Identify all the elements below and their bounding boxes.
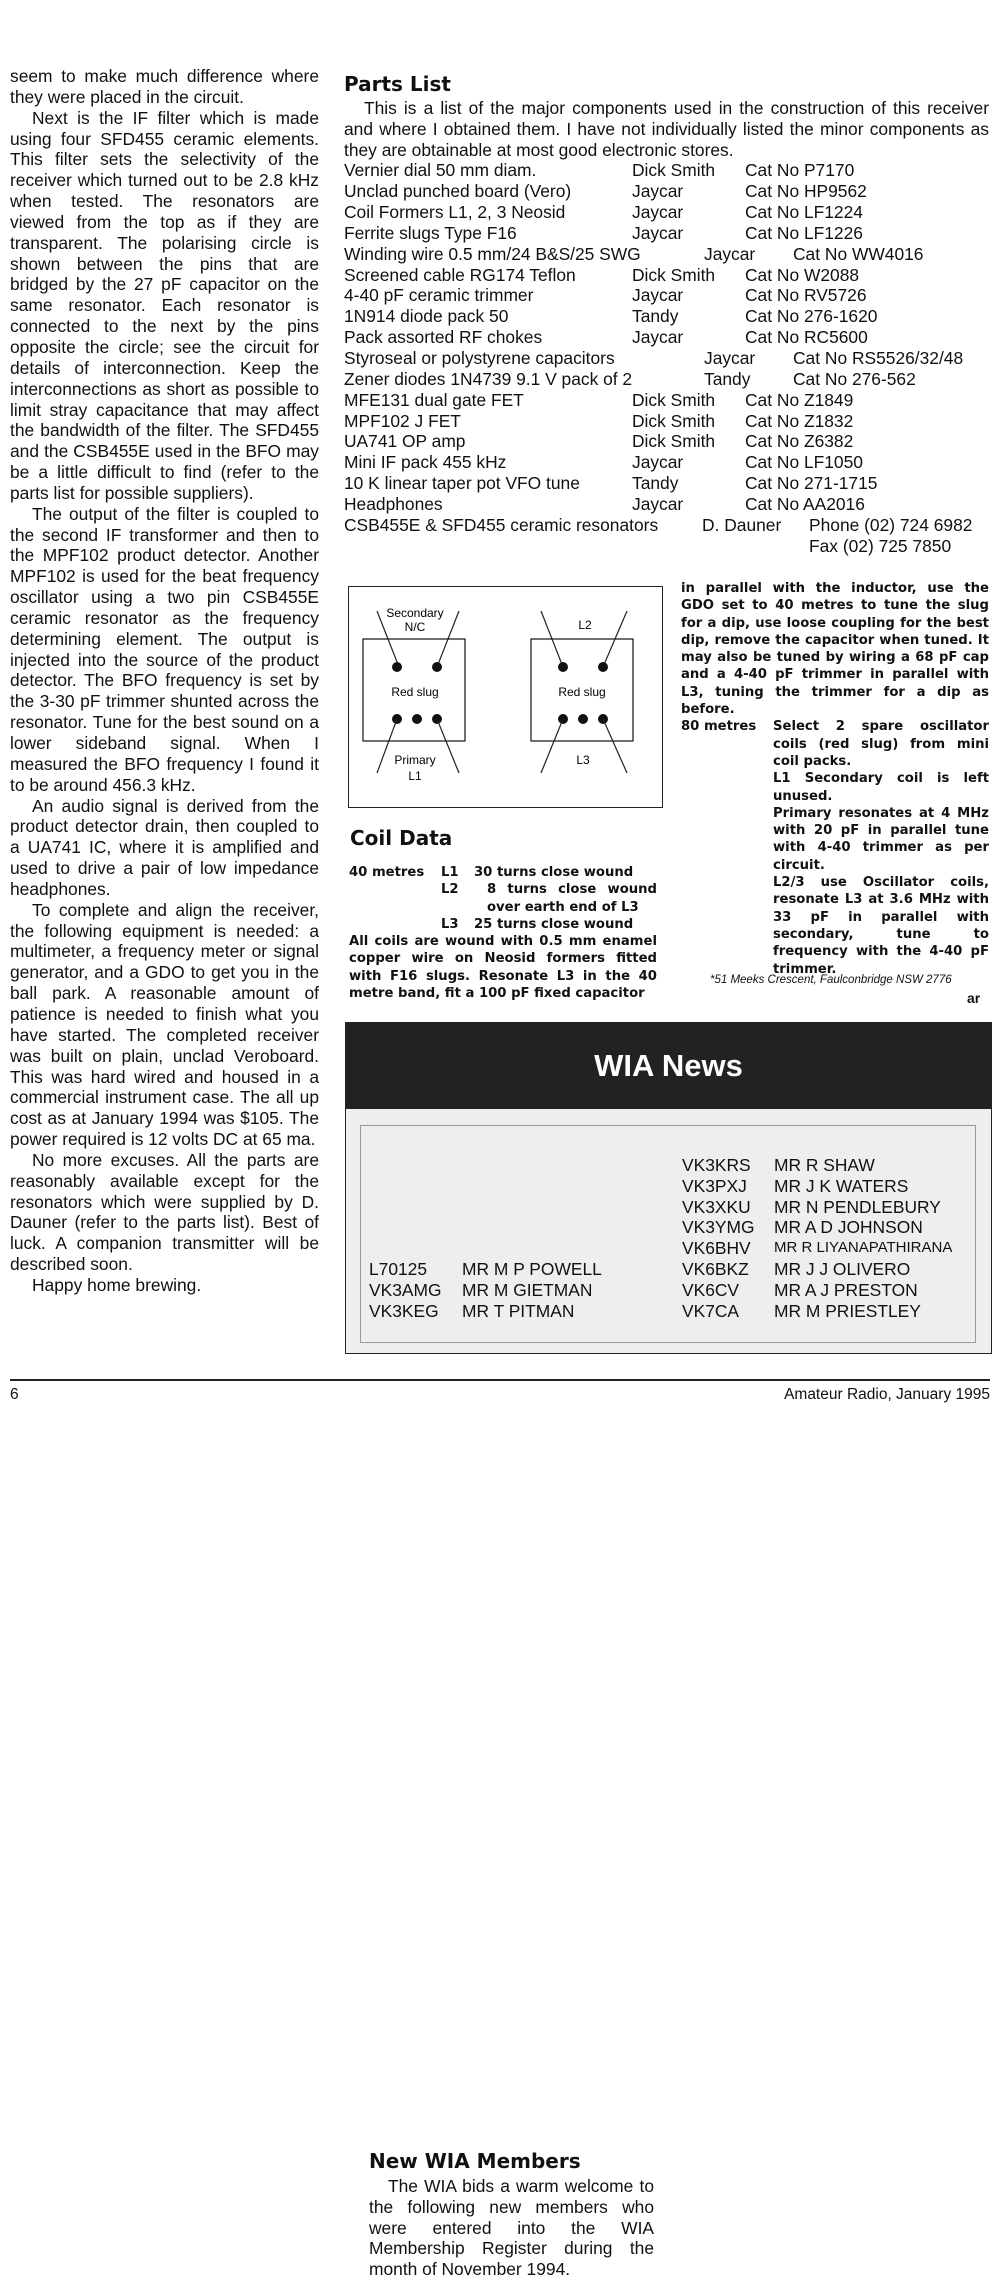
supplier-fax: Fax (02) 725 7850 xyxy=(809,535,952,556)
part-cat-number: Cat No Z1849 xyxy=(745,389,854,410)
coil-label: L1 xyxy=(441,865,459,880)
coil-label: L1 xyxy=(773,771,791,787)
part-item: MFE131 dual gate FET xyxy=(344,389,524,410)
body-paragraph: An audio signal is derived from the product detector drain, then coupled to a UA741 IC, where it is amplified and used to drive a pair of low impedance headphones. xyxy=(10,795,319,899)
coil-label: L3 xyxy=(441,916,459,932)
part-supplier: Jaycar xyxy=(632,222,684,243)
part-item: Coil Formers L1, 2, 3 Neosid xyxy=(344,202,566,223)
diagram-label: Primary xyxy=(394,753,436,767)
author-address: *51 Meeks Crescent, Faulconbridge NSW 2776 xyxy=(710,974,952,986)
new-members-heading: New WIA Members xyxy=(369,2149,581,2173)
member-name: MR R LIYANAPATHIRANA xyxy=(774,1239,953,1257)
member-callsign: VK6BKZ xyxy=(682,1259,749,1279)
part-supplier: Jaycar xyxy=(632,452,684,473)
parts-row xyxy=(344,536,989,557)
part-cat-number: Cat No HP9562 xyxy=(745,181,867,202)
band-label: 80 metres xyxy=(681,719,757,735)
coil-text: use Oscillator coils, resonate L3 at 3.6 MHz with 33 pF in parallel with secondary, tune to frequency with the 4-40 pF trimmer. xyxy=(773,875,989,977)
parts-row xyxy=(344,306,989,327)
member-name: MR J K WATERS xyxy=(774,1175,909,1196)
part-item: CSB455E & SFD455 ceramic resonators xyxy=(344,514,659,535)
coil-row xyxy=(349,916,657,933)
part-item: Unclad punched board (Vero) xyxy=(344,181,572,202)
member-callsign: VK3KEG xyxy=(369,1300,439,1321)
page-number: 6 xyxy=(10,1386,19,1403)
coil-text: Select 2 spare oscillator coils (red slug) from mini coil packs. xyxy=(773,719,989,769)
part-cat-number: Cat No LF1226 xyxy=(745,222,863,243)
end-mark: ar xyxy=(967,990,981,1006)
coil-text: 8 turns close wound over earth end of L3 xyxy=(487,882,657,915)
diagram-label: L1 xyxy=(408,769,422,783)
coil-note: All coils are wound with 0.5 mm enamel copper wire on Neosid formers fitted with F16 slugs. Resonate L3 in the 40 metre band, fit a 100 pF fixed capacitor xyxy=(349,934,657,1002)
member-callsign: VK3XKU xyxy=(682,1196,751,1217)
body-paragraph: seem to make much difference where they were placed in the circuit. xyxy=(10,66,319,107)
supplier-phone: Phone (02) 724 6982 xyxy=(809,514,973,535)
part-cat-number: Cat No P7170 xyxy=(745,160,855,181)
body-paragraph: Happy home brewing. xyxy=(32,1274,202,1295)
body-paragraph: Next is the IF filter which is made using four SFD455 ceramic elements. This filter sets the selectivity of the receiver which turned out to be 2.8 kHz when tested. The resonators are viewed from the top as if they are transparent. The polarising circle is shown between the pins that are bridged by the 27 pF capacitor on the same resonator. Each resonator is connected to the next by the pins opposite the circle; see the circuit for details of interconnection. Keep the interconnections as short as possible to limit stray capacitance that may affect the bandwidth of the filter. The SFD455 and the CSB455E used in the BFO may be a little difficult to find (refer to the parts list for possible suppliers). xyxy=(10,107,319,503)
parts-row xyxy=(344,244,989,265)
member-name: MR M GIETMAN xyxy=(462,1279,593,1300)
diagram-label: L2 xyxy=(578,618,592,632)
member-callsign: VK3AMG xyxy=(369,1279,442,1300)
parts-row xyxy=(344,369,989,390)
part-supplier: Jaycar xyxy=(632,202,684,223)
part-supplier: Dick Smith xyxy=(632,160,716,181)
parts-list-intro: This is a list of the major components used in the construction of this receiver and where I obtained them. I have not individually listed the minor components as they are obtainable at most good electronic stores. xyxy=(344,98,989,160)
parts-row xyxy=(344,452,989,473)
diagram-label: Secondary xyxy=(386,606,444,620)
member-callsign: VK3KRS xyxy=(682,1155,751,1175)
part-supplier: Jaycar xyxy=(704,243,756,264)
coil-text: 25 turns close wound xyxy=(474,916,634,932)
coil-data-heading: Coil Data xyxy=(350,826,453,850)
part-supplier: Jaycar xyxy=(704,347,756,368)
part-supplier: Dick Smith xyxy=(632,264,716,285)
coil-row xyxy=(349,864,657,881)
part-cat-number: Cat No LF1224 xyxy=(745,202,863,223)
member-callsign: L70125 xyxy=(369,1259,428,1279)
coil-text: Primary resonates at 4 MHz with 20 pF in parallel tune with 4-40 trimmer as per circuit. xyxy=(773,805,989,873)
wia-news-banner: WIA News xyxy=(346,1023,991,1109)
diagram-label: Red slug xyxy=(558,685,606,699)
part-supplier: Jaycar xyxy=(632,327,684,348)
part-item: Vernier dial 50 mm diam. xyxy=(344,160,537,181)
coil-data-right xyxy=(681,580,989,978)
part-item: Zener diodes 1N4739 9.1 V pack of 2 xyxy=(344,368,633,389)
member-name: MR J J OLIVERO xyxy=(774,1259,911,1279)
member-callsign: VK6BHV xyxy=(682,1238,751,1259)
part-cat-number: Cat No 276-562 xyxy=(793,368,916,389)
coil-text xyxy=(681,874,989,978)
member-callsign: VK3PXJ xyxy=(682,1175,747,1196)
part-cat-number: Cat No RC5600 xyxy=(745,327,868,348)
coil-diagram-svg xyxy=(349,587,662,807)
footer-rule xyxy=(10,1379,990,1381)
member-name: MR M P POWELL xyxy=(462,1259,602,1279)
parts-row xyxy=(344,348,989,369)
member-name: MR A J PRESTON xyxy=(774,1279,918,1300)
part-cat-number: Cat No 271-1715 xyxy=(745,473,878,494)
parts-row xyxy=(344,473,989,494)
part-cat-number: Cat No Z6382 xyxy=(745,431,854,452)
publication-info: Amateur Radio, January 1995 xyxy=(784,1386,990,1403)
article-left-column xyxy=(10,66,319,1296)
body-paragraph: The output of the filter is coupled to the second IF transformer and then to the MPF102 product detector. Another MPF102 is used for the beat frequency oscillator using a two pin CSB455E ceramic resonator as the frequency determining element. The output is injected into the source of the product detector. The BFO frequency is set by the 3-30 pF trimmer shunted across the resonator. Tune for the best sound on a lower sideband signal. When I measured the BFO frequency I found it to be around 456.3 kHz. xyxy=(10,503,319,795)
member-callsign: VK3YMG xyxy=(682,1217,755,1238)
parts-row xyxy=(344,431,989,452)
diagram-label: N/C xyxy=(404,620,426,634)
part-item: Styroseal or polystyrene capacitors xyxy=(344,347,615,368)
part-supplier: Jaycar xyxy=(632,285,684,306)
part-cat-number: Cat No LF1050 xyxy=(745,452,863,473)
right-pin xyxy=(558,662,568,672)
body-paragraph: No more excuses. All the parts are reasonably available except for the resonators which were supplied by D. Dauner (refer to the parts list). Best of luck. A companion transmitter will be described soon. xyxy=(10,1149,319,1275)
coil-text: Secondary coil is left unused. xyxy=(773,771,990,804)
body-paragraph: To complete and align the receiver, the following equipment is needed: a multimeter, a frequency meter or signal generator, and a GDO to get you in the ball park. A reasonable amount of patience is needed to finish what you have started. The completed receiver was built on plain, unclad Veroboard. This was hard wired and housed in a commercial instrument case. The all up cost as at January 1994 was $105. The power required is 12 volts DC at 65 ma. xyxy=(10,899,319,1150)
part-supplier: Dick Smith xyxy=(632,410,716,431)
part-cat-number: Cat No Z1832 xyxy=(745,410,854,431)
parts-row xyxy=(344,223,989,244)
right-pin xyxy=(578,714,588,724)
member-callsign: VK6CV xyxy=(682,1279,740,1300)
parts-list xyxy=(344,72,989,556)
part-item: Screened cable RG174 Teflon xyxy=(344,264,576,285)
right-pin xyxy=(598,662,608,672)
part-supplier: Dick Smith xyxy=(632,431,716,452)
parts-row xyxy=(344,327,989,348)
parts-row xyxy=(344,285,989,306)
part-cat-number: Cat No RS5526/32/48 xyxy=(793,347,964,368)
coil-label: L2 xyxy=(441,882,459,898)
parts-row xyxy=(344,390,989,411)
left-lead-line xyxy=(437,719,459,773)
parts-row xyxy=(344,494,989,515)
coil-label: L2/3 xyxy=(773,875,805,891)
member-name: MR R SHAW xyxy=(774,1155,875,1175)
coil-text xyxy=(681,770,989,805)
part-item: 4-40 pF ceramic trimmer xyxy=(344,285,534,306)
part-cat-number: Cat No WW4016 xyxy=(793,243,924,264)
part-supplier: Tandy xyxy=(632,473,679,494)
parts-table xyxy=(344,160,989,514)
part-item: Ferrite slugs Type F16 xyxy=(344,222,517,243)
part-item: MPF102 J FET xyxy=(344,410,461,431)
parts-row xyxy=(344,181,989,202)
right-lead-line xyxy=(603,719,627,773)
part-supplier: Jaycar xyxy=(632,493,684,514)
part-item: Mini IF pack 455 kHz xyxy=(344,452,507,473)
band-label: 40 metres xyxy=(349,865,425,880)
coil-text: 30 turns close wound xyxy=(474,865,634,880)
band80-block xyxy=(681,718,989,977)
part-cat-number: Cat No RV5726 xyxy=(745,285,867,306)
part-supplier: D. Dauner xyxy=(702,514,782,535)
part-supplier: Tandy xyxy=(704,368,751,389)
member-name: MR M PRIESTLEY xyxy=(774,1300,921,1321)
diagram-label: L3 xyxy=(576,753,590,767)
coil-pinout-diagram xyxy=(348,586,663,808)
part-supplier: Jaycar xyxy=(632,181,684,202)
part-cat-number: Cat No W2088 xyxy=(745,264,860,285)
parts-row xyxy=(344,515,989,536)
new-members-intro: The WIA bids a warm welcome to the following new members who were entered into the WIA Membership Register during the month of November 1994. xyxy=(369,2176,654,2280)
left-pin xyxy=(432,662,442,672)
part-item: UA741 OP amp xyxy=(344,431,466,452)
left-pin xyxy=(412,714,422,724)
part-item: Pack assorted RF chokes xyxy=(344,327,543,348)
coil-data-left xyxy=(349,864,657,1002)
part-item: 1N914 diode pack 50 xyxy=(344,306,509,327)
right-lead-line xyxy=(541,719,563,773)
part-supplier: Dick Smith xyxy=(632,389,716,410)
part-item: 10 K linear taper pot VFO tune xyxy=(344,473,580,494)
parts-row xyxy=(344,265,989,286)
member-name: MR T PITMAN xyxy=(462,1300,575,1321)
parts-row xyxy=(344,160,989,181)
member-callsign: VK7CA xyxy=(682,1300,740,1321)
part-cat-number: Cat No 276-1620 xyxy=(745,306,878,327)
member-name: MR N PENDLEBURY xyxy=(774,1196,941,1217)
part-supplier: Tandy xyxy=(632,306,679,327)
coil-note-continued: in parallel with the inductor, use the GDO set to 40 metres to tune the slug for a dip, use loose coupling for the best dip, remove the capacitor when tuned. It may also be tuned by wiring a 68 pF cap and a 4-40 pF trimmer in parallel with L3, tuning the trimmer for a dip as before. xyxy=(681,581,989,718)
left-pin xyxy=(392,662,402,672)
parts-row xyxy=(344,202,989,223)
member-name: MR A D JOHNSON xyxy=(774,1217,923,1238)
part-item: Headphones xyxy=(344,493,443,514)
parts-row xyxy=(344,411,989,432)
part-cat-number: Cat No AA2016 xyxy=(745,493,865,514)
parts-list-heading: Parts List xyxy=(344,72,451,96)
coil-row xyxy=(349,881,657,916)
part-item: Winding wire 0.5 mm/24 B&S/25 SWG xyxy=(344,243,641,264)
diagram-label: Red slug xyxy=(391,685,439,699)
